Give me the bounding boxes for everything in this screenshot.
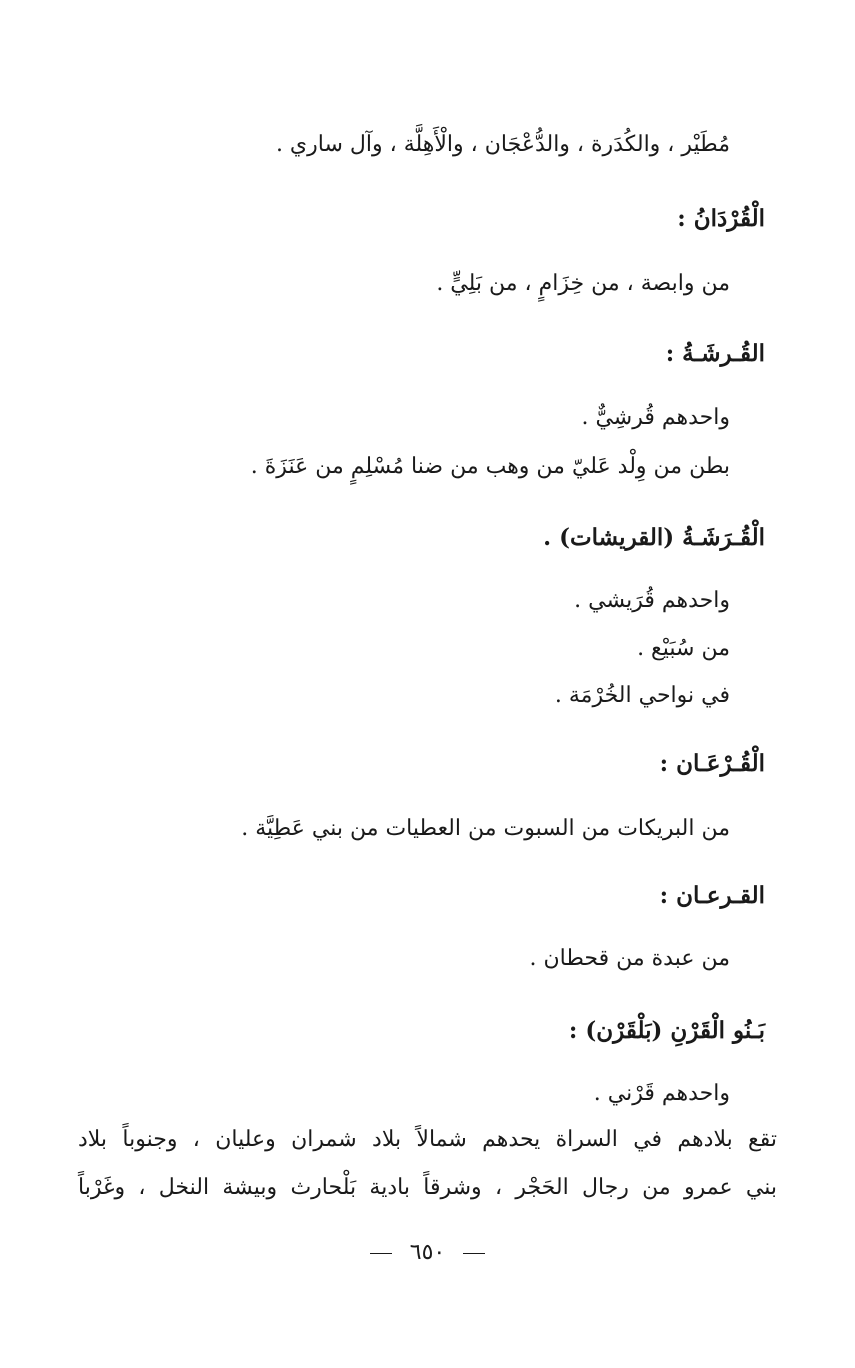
entry-heading-qar-an: القـرعـان :	[659, 882, 765, 909]
page-number-text: ٦٥٠	[409, 1240, 446, 1265]
entry-heading-qurdan: الْقُرْدَانُ :	[677, 205, 765, 232]
entry-heading-qurashah: القُـرشَـةُ :	[665, 340, 765, 367]
dash-left	[370, 1253, 392, 1254]
entry-line: واحدهم قُرشِيٌّ .	[581, 405, 730, 430]
entry-line: في نواحي الخُرْمَة .	[554, 683, 730, 708]
entry-paragraph-line: بني عمرو من رجال الحَجْر ، وشرقاً بادية بَلْحارث وبيشة النخل ، وغَرْباً	[78, 1175, 777, 1200]
entry-heading-qurayshat: الْقُـرَشَـةُ (القريشات) .	[543, 524, 765, 551]
dash-right	[463, 1253, 485, 1254]
entry-line: من البريكات من السبوت من العطيات من بني عَطِيَّة .	[241, 816, 730, 841]
page-number	[0, 1240, 855, 1265]
entry-heading-qur-an: الْقُـرْعَـان :	[659, 750, 765, 777]
entry-heading-bani-qarn: بَـنُو الْقَرْنِ (بَلْقَرْن) :	[568, 1017, 765, 1044]
entry-paragraph-line: تقع بلادهم في السراة يحدهم شمالاً بلاد شمران وعليان ، وجنوباً بلاد	[78, 1127, 777, 1152]
entry-line: من وابصة ، من خِزَامٍ ، من بَلِيٍّ .	[436, 271, 730, 296]
entry-line: واحدهم قُرَيشي .	[574, 588, 730, 613]
entry-line: من عبدة من قحطان .	[529, 946, 730, 971]
continuation-line: مُطَيْر ، والكُدَرة ، والدُّعْجَان ، والْأَهِلَّة ، وآل ساري .	[275, 132, 730, 157]
entry-line: بطن من وِلْد عَليّ من وهب من ضنا مُسْلِمٍ من عَنَزَةَ .	[250, 454, 730, 479]
entry-line: من سُبَيْع .	[637, 636, 730, 661]
entry-line: واحدهم قَرْني .	[593, 1081, 730, 1106]
